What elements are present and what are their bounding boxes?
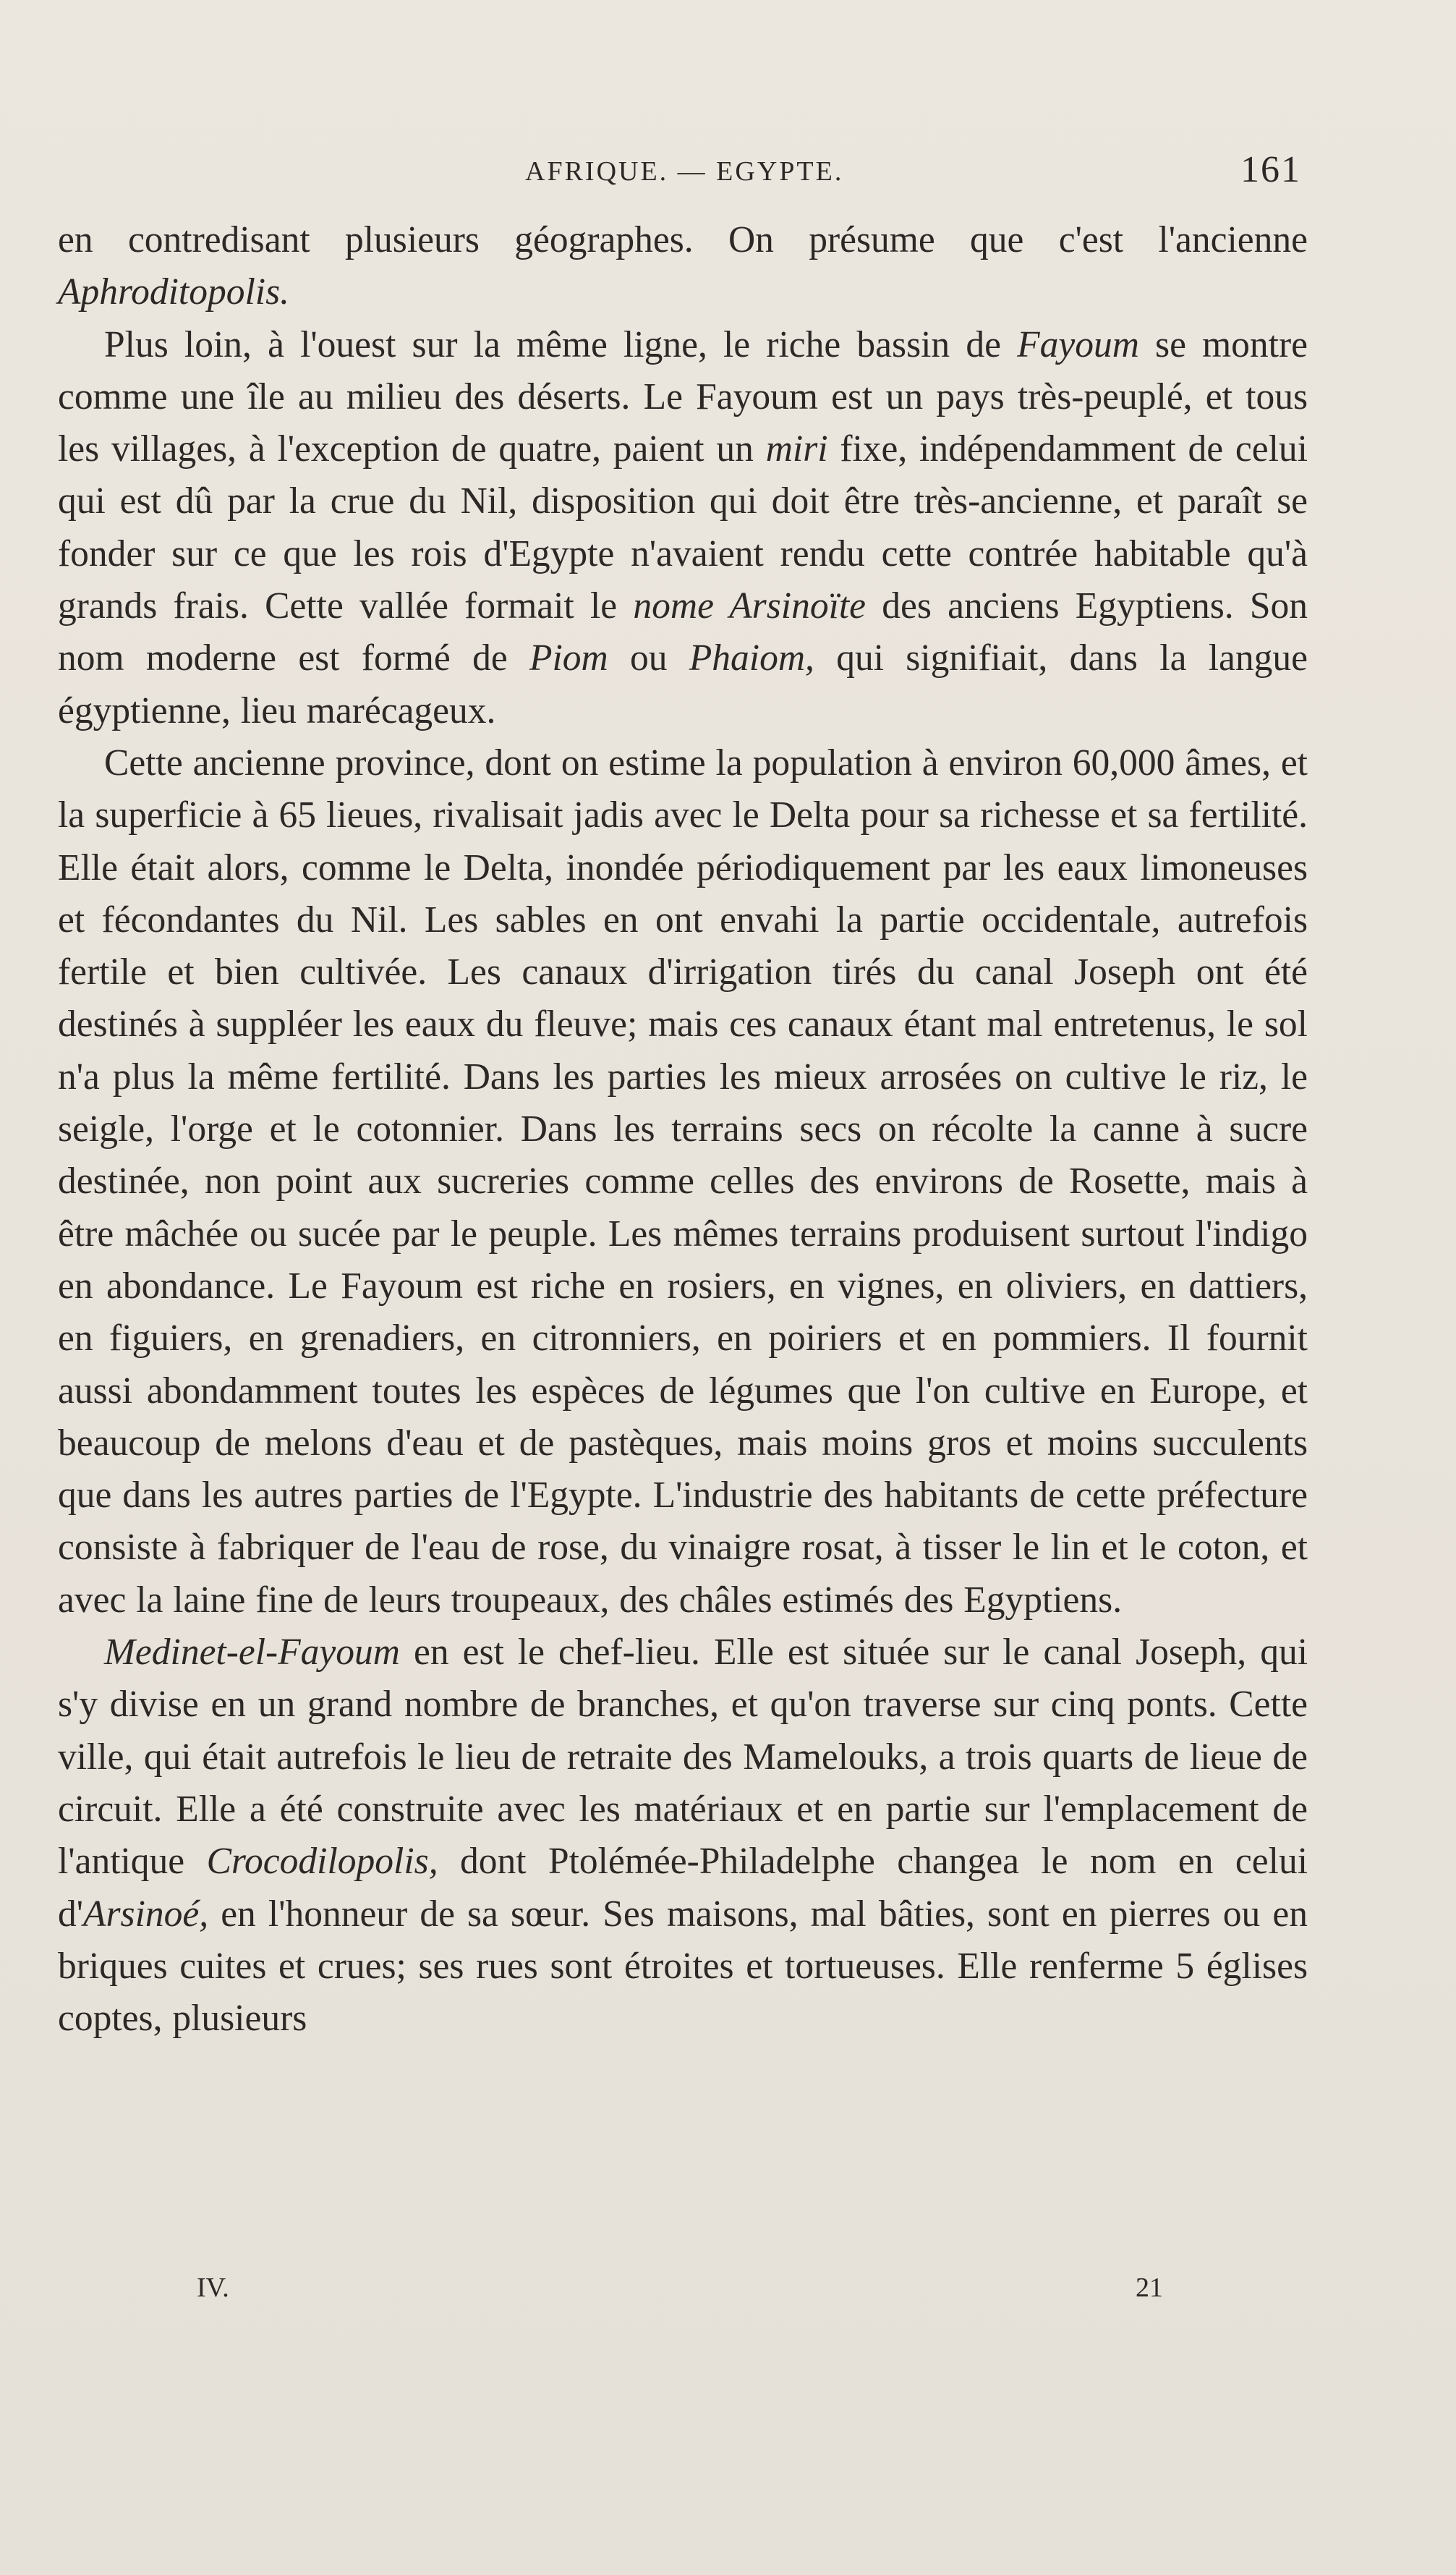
paragraph (58, 214, 1308, 319)
italic-text: Fayoum (1017, 323, 1139, 365)
italic-text: Arsinoé, (83, 1893, 209, 1935)
text-run: des anciens Egyptiens. Son nom moderne est formé de (58, 585, 1308, 679)
italic-text: Piom (529, 637, 608, 679)
paragraph (58, 737, 1308, 1626)
italic-text: nome Arsinoïte (633, 585, 867, 627)
italic-text: Medinet-el-Fayoum (104, 1632, 400, 1673)
text-run: en contredisant plusieurs géographes. On présume que c'est l'ancienne (58, 219, 1308, 260)
paragraph (58, 1626, 1308, 2045)
body-text (58, 214, 1308, 2045)
text-run: se montre comme une île au milieu des déserts. Le Fayoum est un pays très-peuplé, et tous les villages, à l'exception de quatre, paient un (58, 323, 1308, 470)
running-title: AFRIQUE. — EGYPTE. (525, 156, 844, 187)
text-run: en est le chef-lieu. Elle est située sur le canal Joseph, qui s'y divise en un grand nombre de branches, et qu'on traverse sur cinq ponts. Cette ville, qui était autrefois le lieu de retraite des Mamelouks, a trois quarts de lieue de circuit. Elle a été construite avec les matériaux et en partie sur l'emplacement de l'antique (58, 1632, 1308, 1883)
running-head (0, 148, 1456, 199)
paragraph (58, 319, 1308, 737)
signature-line (0, 2273, 1456, 2315)
page-number: 161 (1240, 149, 1301, 190)
text-run: Plus loin, à l'ouest sur la même ligne, le riche bassin de (104, 323, 1018, 365)
text-run: ou (608, 637, 689, 679)
italic-text: Phaiom, (689, 637, 814, 679)
italic-text: miri (765, 428, 828, 470)
text-run: Cette ancienne province, dont on estime la population à environ 60,000 âmes, et la superficie à 65 lieues, rivalisait jadis avec le Delta pour sa richesse et sa fertilité. Elle était alors, comme le Delta, inondée périodiquement par les eaux limoneuses et fécondantes du Nil. Les sables en ont envahi la partie occidentale, autrefois fertile et bien cultivée. Les canaux d'irrigation tirés du canal Joseph ont été destinés à suppléer les eaux du fleuve; mais ces canaux étant mal entretenus, le sol n'a plus la même fertilité. Dans les parties les mieux arrosées on cultive le riz, le seigle, l'orge et le cotonnier. Dans les terrains secs on récolte la canne à sucre destinée, non point aux sucreries comme celles des environs de Rosette, mais à être mâchée ou sucée par le peuple. Les mêmes terrains produisent surtout l'indigo en abondance. Le Fayoum est riche en rosiers, en vignes, en oliviers, en dattiers, en figuiers, en grenadiers, en citronniers, en poiriers et en pommiers. Il fournit aussi abondamment toutes les espèces de légumes que l'on cultive en Europe, et beaucoup de melons d'eau et de pastèques, mais moins gros et moins succulents que dans les autres parties de l'Egypte. L'industrie des habitants de cette préfecture consiste à fabriquer de l'eau de rose, du vinaigre rosat, à tisser le lin et le coton, et avec la laine fine de leurs troupeaux, des châles estimés des Egyptiens. (58, 742, 1308, 1621)
italic-text: Aphroditopolis. (58, 271, 289, 313)
volume-mark: IV. (197, 2273, 229, 2303)
text-run: qui signifiait, dans la langue égyptienne, lieu marécageux. (58, 637, 1308, 731)
text-run: dont Ptolémée-Philadelphe changea le nom en celui d' (58, 1841, 1308, 1935)
italic-text: Crocodilopolis, (206, 1841, 438, 1883)
text-run: fixe, indépendamment de celui qui est dû par la crue du Nil, disposition qui doit être très-ancienne, et paraît se fonder sur ce que les rois d'Egypte n'avaient rendu cette contrée habitable qu'à grands frais. Cette vallée formait le (58, 428, 1308, 627)
sheet-signature: 21 (1136, 2273, 1163, 2303)
text-run: en l'honneur de sa sœur. Ses maisons, mal bâties, sont en pierres ou en briques cuites et crues; ses rues sont étroites et tortueuses. Elle renferme 5 églises coptes, plusieurs (58, 1893, 1308, 2040)
